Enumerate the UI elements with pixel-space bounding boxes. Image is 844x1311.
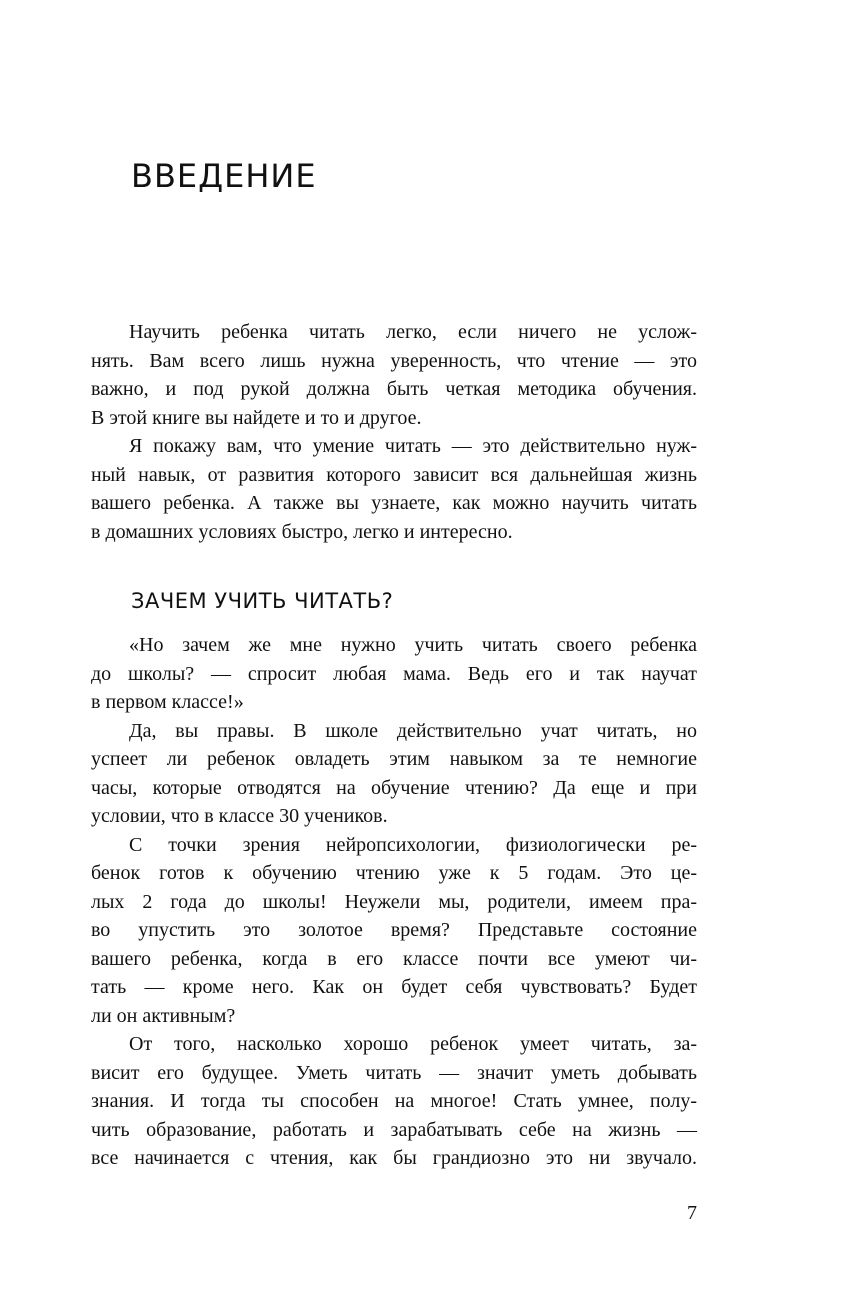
- text-line: висит его будущее. Уметь читать — значит уметь добывать: [91, 1061, 697, 1084]
- text-line: в домашних условиях быстро, легко и интересно.: [91, 520, 513, 543]
- text-line: часы, которые отводятся на обучение чтению? Да еще и при: [91, 776, 697, 799]
- text-line: ный навык, от развития которого зависит вся дальнейшая жизнь: [91, 463, 697, 486]
- text-line: Научить ребенка читать легко, если ничего не услож-: [129, 321, 697, 343]
- section-title: ЗАЧЕМ УЧИТЬ ЧИТАТЬ?: [131, 589, 394, 613]
- text-line: бенок готов к обучению чтению уже к 5 годам. Это це-: [91, 862, 697, 884]
- text-line: успеет ли ребенок овладеть этим навыком за те немногие: [91, 748, 697, 770]
- text-line: Я покажу вам, что умение читать — это действительно нуж-: [129, 435, 697, 457]
- text-line: важно, и под рукой должна быть четкая методика обучения.: [91, 378, 697, 400]
- text-line: ли он активным?: [91, 1004, 236, 1027]
- text-line: вашего ребенка. А также вы узнаете, как можно научить читать: [91, 492, 697, 514]
- text-line: В этой книге вы найдете и то и другое.: [91, 406, 422, 429]
- text-line: условии, что в классе 30 учеников.: [91, 805, 388, 827]
- text-line: лых 2 года до школы! Неужели мы, родители, имеем пра-: [91, 890, 697, 913]
- text-line: нять. Вам всего лишь нужна уверенность, что чтение — это: [91, 349, 697, 372]
- text-line: От того, насколько хорошо ребенок умеет читать, за-: [129, 1033, 697, 1055]
- text-line: до школы? — спросит любая мама. Ведь его и так научат: [91, 662, 697, 685]
- text-line: Да, вы правы. В школе действительно учат читать, но: [129, 719, 697, 742]
- text-line: С точки зрения нейропсихологии, физиологически ре-: [129, 833, 697, 856]
- text-line: тать — кроме него. Как он будет себя чувствовать? Будет: [91, 976, 697, 998]
- text-line: знания. И тогда ты способен на многое! Стать умнее, полу-: [91, 1090, 697, 1112]
- text-line: в первом классе!»: [91, 691, 244, 713]
- text-line: во упустить это золотое время? Представьте состояние: [91, 919, 697, 941]
- page-number: 7: [687, 1202, 697, 1224]
- chapter-title: ВВЕДЕНИЕ: [131, 157, 317, 195]
- intro-text: [91, 318, 697, 546]
- text-line: вашего ребенка, когда в его классе почти все умеют чи-: [91, 947, 697, 970]
- text-line: все начинается с чтения, как бы грандиозно это ни звучало.: [91, 1147, 697, 1169]
- text-line: «Но зачем же мне нужно учить читать своего ребенка: [129, 634, 697, 656]
- text-line: чить образование, работать и зарабатывать себе на жизнь —: [91, 1118, 697, 1141]
- section-text: [91, 631, 697, 1173]
